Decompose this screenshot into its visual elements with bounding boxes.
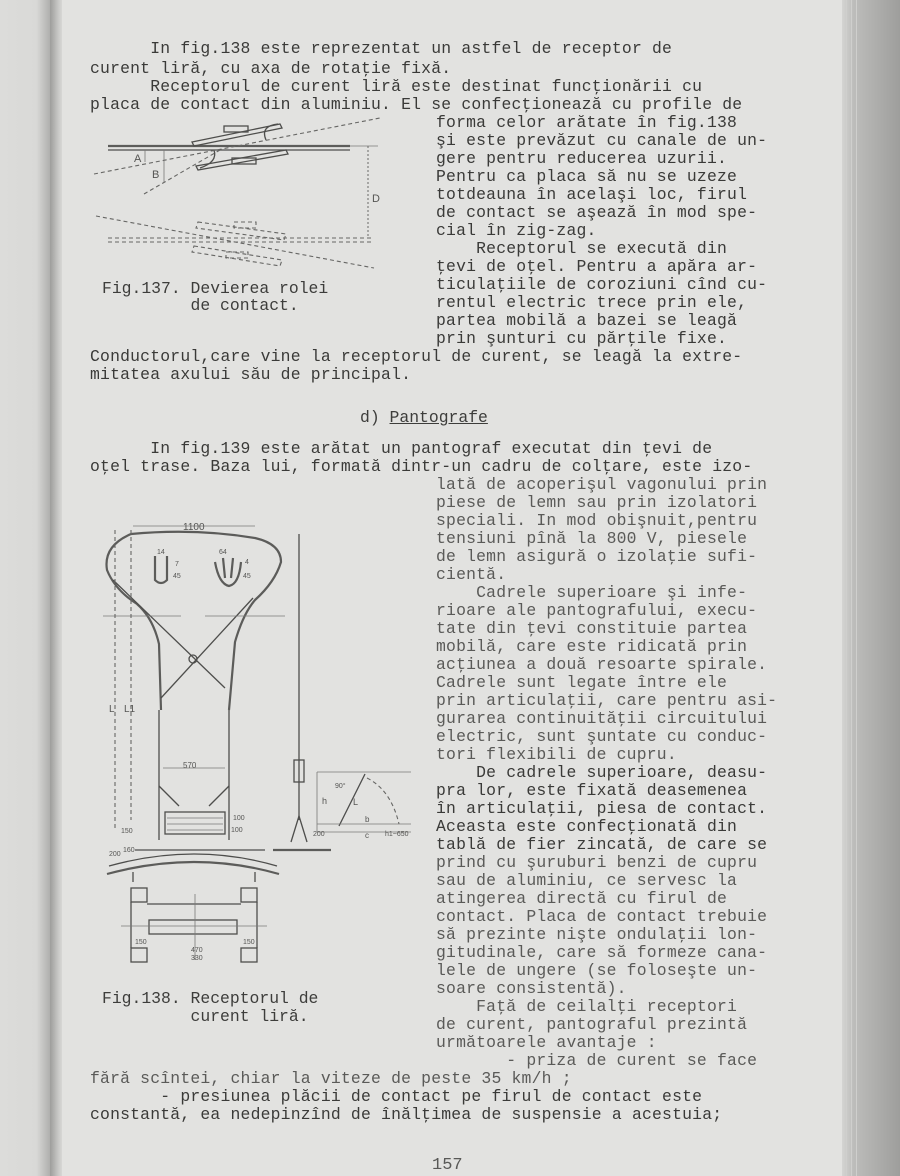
- paragraph-line: In fig.139 este arătat un pantograf executat din ţevi de: [90, 439, 713, 458]
- plan-spring: [149, 920, 237, 934]
- paragraph-line: Receptorul de curent liră este destinat funcţionării cu: [90, 77, 703, 96]
- plan-corner: [241, 888, 257, 902]
- paragraph-line: piese de lemn sau prin izolatori: [436, 493, 758, 512]
- dim-l1: L1: [124, 704, 136, 715]
- dim-plan-470: 470: [191, 947, 203, 954]
- paragraph-line: în articulaţii, piesa de contact.: [436, 799, 768, 818]
- paragraph-line: gitudinale, care să formeze cana-: [436, 943, 768, 962]
- bow-right: [131, 532, 281, 710]
- dim-l: L: [109, 704, 115, 715]
- dim-200: 200: [109, 851, 121, 858]
- page-edge-line: [851, 0, 852, 1176]
- paragraph-line: Conductorul,care vine la receptorul de curent, se leagă la extre-: [90, 347, 743, 366]
- paragraph-line: constantă, ea nedepinzînd de înălţimea de suspensie a acestuia;: [90, 1105, 723, 1124]
- paragraph-line: mitatea axului său de principal.: [90, 365, 412, 384]
- cross-brace: [161, 598, 253, 698]
- paragraph-line: de curent, pantograful prezintă: [436, 1015, 748, 1034]
- paragraph-line: ticulaţiile de coroziuni cînd cu-: [436, 275, 768, 294]
- paragraph-line: de contact se aşează în mod spe-: [436, 203, 758, 222]
- paragraph-line: In fig.138 este reprezentat un astfel de receptor de: [90, 39, 673, 58]
- dim-profile1-w: 14: [157, 549, 165, 556]
- section-heading-prefix: d): [360, 408, 390, 427]
- lower-shoe-deflected: [192, 246, 282, 266]
- dim-plan-330: 330: [191, 955, 203, 962]
- paragraph-line: partea mobilă a bazei se leagă: [436, 311, 738, 330]
- dim-side-l: L: [353, 797, 359, 807]
- paragraph-line: totdeauna în acelaşi loc, firul: [436, 185, 748, 204]
- section-heading-title: Pantografe: [389, 408, 488, 427]
- upper-cap-deflected: [234, 222, 256, 228]
- dim-base-width: 570: [183, 761, 197, 770]
- paragraph-line: oţel trase. Baza lui, formată dintr-un cadru de colţare, este izo-: [90, 457, 753, 476]
- profile-w-shape: [215, 558, 241, 586]
- plan-corner: [131, 888, 147, 902]
- paragraph-line: - priza de curent se face: [436, 1051, 758, 1070]
- paragraph-line: tate din ţevi constituie partea: [436, 619, 748, 638]
- paragraph-line: contact. Placa de contact trebuie: [436, 907, 768, 926]
- section-heading: [360, 408, 488, 427]
- paragraph-line: Aceasta este confecţionată din: [436, 817, 738, 836]
- paragraph-line: să prezinte nişte ondulaţii lon-: [436, 925, 758, 944]
- paragraph-line: Cadrele superioare şi infe-: [436, 583, 748, 602]
- label-a: A: [134, 153, 142, 165]
- dim-c: c: [365, 831, 369, 840]
- page-number: 157: [432, 1156, 463, 1175]
- paragraph-line: tori flexibili de cupru.: [436, 745, 677, 764]
- paragraph-line: gere pentru reducerea uzurii.: [436, 149, 728, 168]
- figure-137-trolley-deflection: [90, 110, 400, 280]
- paragraph-line: - presiunea plăcii de contact pe firul de contact este: [90, 1087, 703, 1106]
- paragraph-line: cientă.: [436, 565, 507, 584]
- paragraph-line: rioare ale pantografului, execu-: [436, 601, 758, 620]
- spring-coils: [167, 818, 223, 830]
- dim-top-width: 1100: [183, 522, 205, 533]
- paragraph-line: prind cu şuruburi benzi de cupru: [436, 853, 758, 872]
- paragraph-line: Cadrele sunt legate între ele: [436, 673, 728, 692]
- paragraph-line: acţiunea a două resoarte spirale.: [436, 655, 768, 674]
- dim-150: 150: [121, 828, 133, 835]
- dim-profile2-w: 64: [219, 549, 227, 556]
- paragraph-line: soare consistentă).: [436, 979, 627, 998]
- paragraph-line: lele de ungere (se foloseşte un-: [436, 961, 758, 980]
- swing-arc: [367, 778, 399, 824]
- dim-side-hmin: h1~650: [385, 831, 409, 838]
- paragraph-line: rentul electric trece prin ele,: [436, 293, 748, 312]
- dim-plan-150a: 150: [135, 939, 147, 946]
- paragraph-line: atingerea directă cu firul de: [436, 889, 728, 908]
- paragraph-line: electric, sunt şuntate cu conduc-: [436, 727, 768, 746]
- dim-160: 160: [123, 847, 135, 854]
- paragraph-line: de lemn asigură o izolaţie sufi-: [436, 547, 758, 566]
- arm-l: [339, 774, 365, 826]
- figure-138-lyre-collector: [95, 520, 425, 960]
- support-strut: [159, 786, 179, 806]
- paragraph-line: tablă de fier zincată, de care se: [436, 835, 768, 854]
- dim-100a: 100: [233, 815, 245, 822]
- paragraph-line: Receptorul se execută din: [436, 239, 728, 258]
- paragraph-line: curent liră, cu axa de rotaţie fixă.: [90, 59, 452, 78]
- dim-side-200: 200: [313, 831, 325, 838]
- page-edge-line: [856, 0, 857, 1176]
- support-strut: [209, 786, 229, 806]
- paragraph-line: Pentru ca placa să nu se uzeze: [436, 167, 738, 186]
- paragraph-line: cial în zig-zag.: [436, 221, 597, 240]
- dim-plan-150b: 150: [243, 939, 255, 946]
- plan-corner: [241, 948, 257, 962]
- left-page-margin: [0, 0, 52, 1176]
- dim-angle: 90°: [335, 783, 346, 790]
- profile-u-shape: [155, 556, 167, 583]
- roof-base-arc-upper: [109, 854, 277, 866]
- paragraph-line: forma celor arătate în fig.138: [436, 113, 738, 132]
- figure-138-caption-line2: curent liră.: [102, 1007, 309, 1026]
- paragraph-line: mobilă, care este ridicată prin: [436, 637, 748, 656]
- paragraph-line: gurarea continuităţii circuitului: [436, 709, 768, 728]
- plan-corner: [131, 948, 147, 962]
- paragraph-line: De cadrele superioare, deasu-: [436, 763, 768, 782]
- label-b: B: [152, 169, 160, 181]
- dim-side-h: h: [322, 796, 328, 806]
- figure-137-caption-line2: de contact.: [102, 296, 299, 315]
- paragraph-line: sau de aluminiu, ce servesc la: [436, 871, 738, 890]
- paragraph-line: speciali. In mod obişnuit,pentru: [436, 511, 758, 530]
- paragraph-line: Faţă de ceilalţi receptori: [436, 997, 738, 1016]
- paragraph-line: prin articulaţii, care pentru asi-: [436, 691, 778, 710]
- paragraph-line: ţevi de oţel. Pentru a apăra ar-: [436, 257, 758, 276]
- page-edge-line: [846, 0, 847, 1176]
- dim-profile1-h2: 45: [173, 573, 181, 580]
- dim-profile2-h1: 4: [245, 559, 249, 566]
- paragraph-line: prin şunturi cu părţile fixe.: [436, 329, 728, 348]
- figure-138-caption-line1: Fig.138. Receptorul de: [102, 989, 319, 1008]
- lower-shoe: [196, 150, 288, 170]
- figure-137-caption-line1: Fig.137. Devierea rolei: [102, 279, 329, 298]
- spring-housing: [165, 812, 225, 834]
- dim-profile2-h2: 45: [243, 573, 251, 580]
- paragraph-line: placa de contact din aluminiu. El se confecţionează cu profile de: [90, 95, 743, 114]
- paragraph-line: pra lor, este fixată deasemenea: [436, 781, 748, 800]
- paragraph-line: următoarele avantaje :: [436, 1033, 657, 1052]
- dim-b: b: [365, 815, 370, 824]
- label-d: D: [372, 193, 380, 205]
- dim-profile1-h1: 7: [175, 561, 179, 568]
- paragraph-line: şi este prevăzut cu canale de un-: [436, 131, 768, 150]
- paragraph-line: fără scîntei, chiar la viteze de peste 35 km/h ;: [90, 1069, 572, 1088]
- paragraph-line: lată de acoperişul vagonului prin: [436, 475, 768, 494]
- cross-brace: [113, 580, 225, 688]
- paragraph-line: tensiuni pînă la 800 V, piesele: [436, 529, 748, 548]
- dim-100b: 100: [231, 827, 243, 834]
